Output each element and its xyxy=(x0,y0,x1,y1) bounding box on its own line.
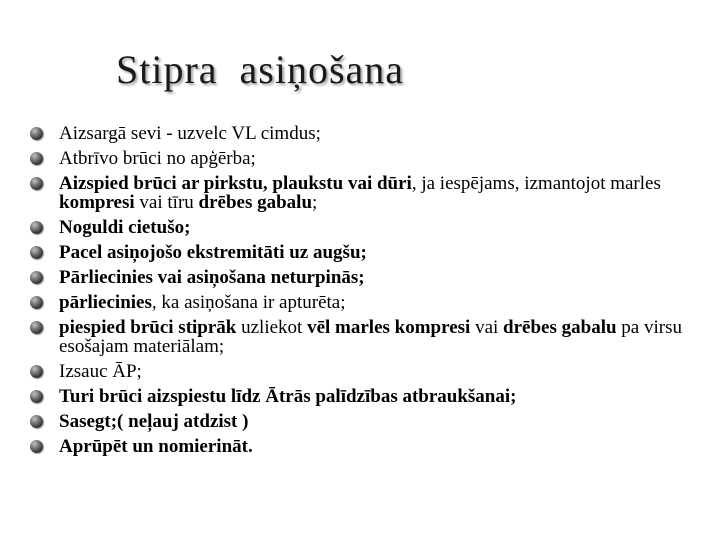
list-item-text: drēbes gabalu xyxy=(198,192,313,214)
list-item xyxy=(30,387,700,407)
sphere-bullet-icon xyxy=(30,246,43,259)
list-item xyxy=(30,149,700,169)
list-item xyxy=(30,268,700,288)
list-item-text: Aprūpēt un nomierināt. xyxy=(59,435,253,457)
list-item xyxy=(30,362,700,382)
sphere-bullet-icon xyxy=(30,390,43,403)
sphere-bullet-icon xyxy=(30,271,43,284)
list-item-text: vai tīru xyxy=(134,192,199,214)
sphere-bullet-icon xyxy=(30,440,43,453)
list-item xyxy=(30,174,700,213)
list-item xyxy=(30,218,700,238)
list-item-text: Izsauc ĀP; xyxy=(59,361,142,383)
sphere-bullet-icon xyxy=(30,365,43,378)
slide-title: Stipra asiņošana xyxy=(116,47,405,92)
sphere-bullet-icon xyxy=(30,415,43,428)
list-item-text: piespied brūci stiprāk xyxy=(59,316,237,338)
list-item xyxy=(30,124,700,144)
list-item-text: Atbrīvo brūci no apģērba; xyxy=(59,147,256,169)
list-item-text: Aizspied brūci ar pirkstu, plaukstu vai dūri xyxy=(59,172,412,194)
list-item-text: , ka asiņošana ir apturēta; xyxy=(151,291,346,313)
list-item xyxy=(30,437,700,457)
list-item xyxy=(30,412,700,432)
sphere-bullet-icon xyxy=(30,221,43,234)
list-item-text: Pārliecinies vai asiņošana neturpinās; xyxy=(59,266,365,288)
sphere-bullet-icon xyxy=(30,296,43,309)
list-item xyxy=(30,243,700,263)
list-item-text: pa virsu esošajam materiālam; xyxy=(59,316,682,358)
list-item-text: Aizsargā sevi - uzvelc VL cimdus; xyxy=(59,123,321,144)
list-item-text: drēbes gabalu xyxy=(503,316,617,338)
sphere-bullet-icon xyxy=(30,152,43,165)
list-item xyxy=(30,293,700,313)
list-item-text: Pacel asiņojošo ekstremitāti uz augšu; xyxy=(59,242,367,264)
list-item-text: ; xyxy=(312,192,318,214)
list-item-text: Noguldi cietušo; xyxy=(59,217,191,239)
list-item xyxy=(30,318,700,357)
sphere-bullet-icon xyxy=(30,321,43,334)
bullet-list xyxy=(30,124,700,462)
list-item-text: vai xyxy=(470,316,504,338)
sphere-bullet-icon xyxy=(30,127,43,140)
list-item-text: Sasegt;( neļauj atdzist ) xyxy=(59,410,249,432)
sphere-bullet-icon xyxy=(30,177,43,190)
list-item-text: pārliecinies xyxy=(59,291,152,313)
list-item-text: Turi brūci aizspiestu līdz Ātrās palīdzības atbraukšanai; xyxy=(59,386,517,408)
list-item-text: , ja iespējams, izmantojot marles xyxy=(411,172,661,194)
list-item-text: uzliekot xyxy=(236,316,308,338)
list-item-text: kompresi xyxy=(59,192,135,214)
list-item-text: vēl marles kompresi xyxy=(307,316,471,338)
